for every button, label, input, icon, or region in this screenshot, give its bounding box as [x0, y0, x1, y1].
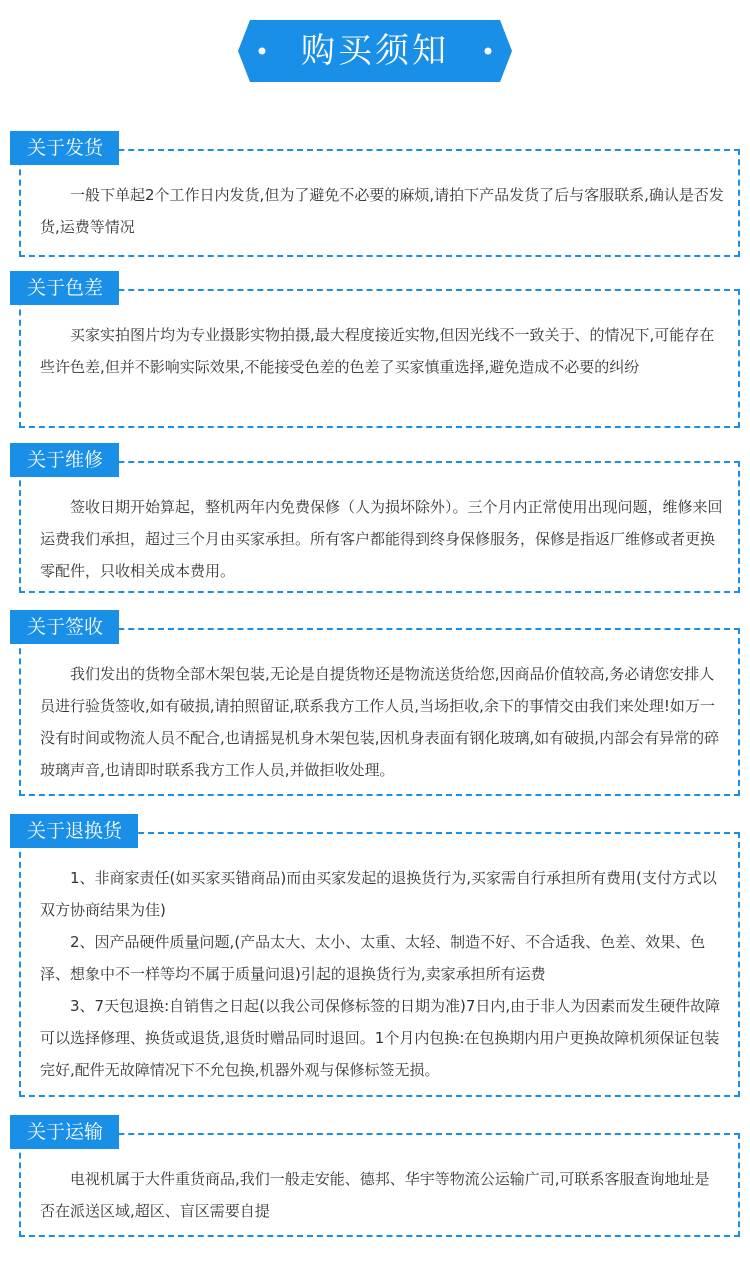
section-text — [40, 491, 724, 587]
paragraph: 买家实拍图片均为专业摄影实物拍摄,最大程度接近实物,但因光线不一致关于、的情况下,可能存在些许色差,但并不影响实际效果,不能接受色差的色差了买家慎重选择,避免造成不必要的纠纷 — [40, 326, 715, 376]
section-title: 关于发货 — [10, 131, 119, 165]
page-banner — [238, 20, 512, 82]
section-shipping — [10, 131, 740, 257]
paragraph: 一般下单起2个工作日内发货,但为了避免不必要的麻烦,请拍下产品发货了后与客服联系,确认是否发货,运费等情况 — [40, 186, 724, 236]
paragraph: 电视机属于大件重货商品,我们一般走安能、德邦、华宇等物流公运输广司,可联系客服查询地址是否在派送区域,超区、盲区需要自提 — [40, 1170, 710, 1220]
paragraph: 1、非商家责任(如买家买错商品)而由买家发起的退换货行为,买家需自行承担所有费用(支付方式以双方协商结果为佳) — [40, 869, 717, 919]
section-title: 关于签收 — [10, 610, 119, 644]
section-text — [40, 658, 724, 786]
paragraph: 2、因产品硬件质量问题,(产品太大、太小、太重、太轻、制造不好、不合适我、色差、效果、色泽、想象中不一样等均不属于质量问退)引起的退换货行为,卖家承担所有运费 — [40, 933, 706, 983]
paragraph: 3、7天包退换:自销售之日起(以我公司保修标签的日期为准)7日内,由于非人为因素而发生硬件故障可以选择修理、换货或退货,退货时赠品同时退回。1个月内包换:在包换期内用户更换故障机须保证包装完好,配件无故障情况下不允包换,机器外观与保修标签无损。 — [40, 997, 721, 1079]
section-title: 关于运输 — [10, 1115, 119, 1149]
section-returns — [10, 814, 740, 1097]
section-receipt — [10, 610, 740, 796]
section-text — [40, 862, 724, 1086]
section-title: 关于色差 — [10, 271, 119, 305]
section-title: 关于退换货 — [10, 814, 138, 848]
section-repair — [10, 443, 740, 593]
paragraph: 我们发出的货物全部木架包装,无论是自提货物还是物流送货给您,因商品价值较高,务必请您安排人员进行验货签收,如有破损,请拍照留证,联系我方工作人员,当场拒收,余下的事情交由我们来处理!如万一没有时间或物流人员不配合,也请摇晃机身木架包装,因机身表面有钢化玻璃,如有破损,内部会有异常的碎玻璃声音,也请即时联系我方工作人员,并做拒收处理。 — [40, 665, 720, 779]
section-title: 关于维修 — [10, 443, 119, 477]
paragraph: 签收日期开始算起，整机两年内免费保修（人为损坏除外）。三个月内正常使用出现问题，维修来回运费我们承担，超过三个月由买家承担。所有客户都能得到终身保修服务，保修是指返厂维修或者更换零配件，只收相关成本费用。 — [40, 498, 723, 580]
section-text — [40, 1163, 724, 1227]
section-text — [40, 179, 724, 243]
section-color-difference — [10, 271, 740, 428]
page-title: 购买须知 — [301, 31, 449, 71]
section-text — [40, 319, 724, 383]
section-transport — [10, 1115, 740, 1237]
